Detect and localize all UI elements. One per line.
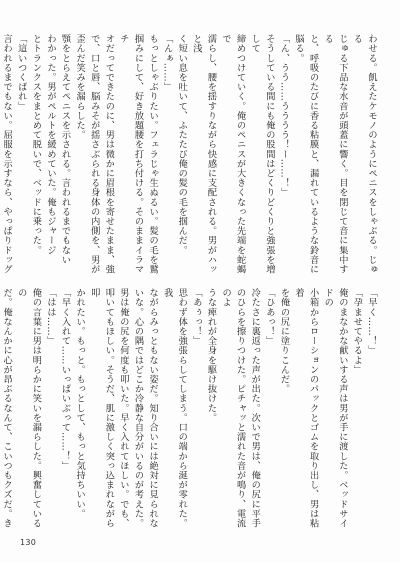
text-line: わせる。飢えたケモノのようにペニスをしゃぶる。じゅる (351, 34, 377, 274)
text-line: を俺の尻に塗りこんだ。 (278, 288, 290, 394)
text-line: 「はは……」 (44, 288, 56, 346)
text-line: そうしている間にも俺の股間はどくりどくりと強張を増して (249, 34, 275, 274)
text-line: 掴みにして、好き放題腰を打ち付ける。そのままイラマチ (117, 34, 144, 274)
text-line: オだってできたのに、男は微かに眉根を寄せたまま、強 (103, 34, 115, 274)
text-line: 言われるまでもない。屈服を示すなら、やっぱりドッグ (1, 34, 13, 274)
text-line: 「早く……！」 (366, 288, 377, 356)
text-line: わかった。男がペルトを緩めていた。俺もジャージ (44, 34, 56, 255)
text-line: 「あぅっ！」 (190, 288, 202, 346)
text-line: 歪んだ笑みを漏らした。 (74, 34, 86, 140)
text-block-upper (1, 34, 378, 277)
text-line: と、呼吸のたびに香る粘膜と、漏れているような鈴音に (307, 34, 319, 274)
text-line: 俺の言葉に男は明らかに笑いを漏らした。興奮しているの (15, 288, 42, 528)
text-line: 脳る。 (293, 34, 305, 63)
text-line: ながらみっともない姿だ。知り合いには絶対に見られな (147, 288, 159, 528)
text-line: かれたい。もっと。もっとして、もっと気持ちいい。 (74, 288, 86, 519)
text-line: とトランクスをまとめて脱いで、ベッドに乗った。 (30, 34, 42, 255)
text-line: 小箱からローションのパックとゴムを取り出し、男は粘着 (293, 288, 319, 528)
text-line: く短い息を吐いて、ふたたび俺の髪の毛を掴んだ。 (176, 34, 188, 255)
text-line: 「早く入れて……いっぱいぶって……！」 (59, 288, 71, 471)
text-line: 思わず体を強張らしてしまう。口の端から涎が零れた。我 (161, 288, 188, 528)
text-line: だ。俺なんかに心が昂ぶるなんて、こいつもクズだ。き (1, 288, 13, 528)
text-line: 「ひあっ！」 (263, 288, 275, 346)
text-line: のひらを擦りつけた。ピチャッと濡れた音が鳴り、電流のよ (220, 288, 246, 528)
text-line: 叩いてもほしい。そうだ、肌に激しく突っ込まれながら叩 (88, 288, 115, 528)
text-line: 「んぁ……」 (161, 34, 173, 92)
text-line: いな。心の隅ではどこか冷静な自分がいるのが考えた。 (132, 288, 144, 528)
text-line: うな痺れが全身を駆け抜けた。 (205, 288, 217, 423)
text-block-lower (1, 288, 378, 528)
text-line: 「孕ませてやるよ」 (351, 288, 363, 375)
text-line: じゅる下品な水音が頭蓋に響く。目を閉じて音に集中する (322, 34, 348, 274)
text-line: 「這いつくばれ」 (15, 34, 27, 111)
text-line: 濡らし、腰を揺すりながら快感に支配される。男がハッと浅 (190, 34, 217, 274)
text-line: 俺のまなかな献いする声は男が手に渡した。ベッドサイドの (322, 288, 348, 528)
page-number: 130 (20, 538, 37, 547)
text-line: 締めつけていく。俺のペニスが大きくなった先端を蛇蝎で (220, 34, 246, 274)
text-line: 顎をとらえてペニスを示される。言われるまでもない (59, 34, 71, 265)
text-line: 冷たさに裏返った声が出た。次いで男は、俺の尻に平手 (249, 288, 261, 528)
text-line: もっとしゃぶりたい。フェラじゃ生ぬるい。髪の毛を鷲 (147, 34, 159, 274)
text-line: で、口と唇、脳みそが揺さぶられる身体の内側を、男が (88, 34, 100, 274)
text-line: 男は俺の尻を何度も叩いた。早く入れてほしい。でも、 (117, 288, 129, 528)
text-line: 「ん、うう……うううう！ー……！」 (278, 34, 290, 198)
